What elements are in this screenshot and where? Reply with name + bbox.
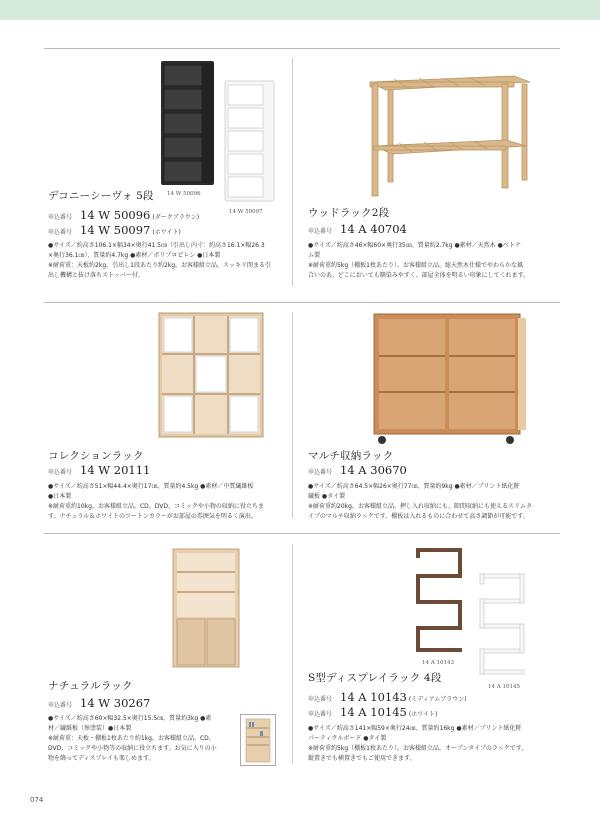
desc-line: ●サイズ／約高さ51×幅44.4×奥行17㎝、質量約4.5kg ●素材／中質繊維板 — [48, 483, 254, 490]
order-label: 申込番号 — [48, 702, 73, 709]
desc-line: 繊板 ●タイ製 — [308, 493, 346, 500]
desc-line: ●サイズ／約高さ141×幅59×奥行24㎝、質量約16kg ●素材／プリント紙化粧 — [308, 725, 522, 732]
product-name: S型ディスプレイラック 4段 — [308, 672, 442, 684]
desc-line: ※耐荷重約10kg。お客様組立品。CD、DVD、コミックや小物の収納に役立ちま — [48, 503, 264, 510]
page-number: 074 — [30, 796, 44, 804]
column-divider — [292, 312, 293, 518]
product-description — [308, 241, 560, 281]
product-name: ウッドラック2段 — [308, 207, 390, 219]
desc-line: 材／繊維板（無塗装）●日本製 — [48, 725, 132, 732]
desc-line: ●サイズ／約高さ64.5×幅26×奥行77㎝、質量約9kg ●素材／プリント紙化粧 — [308, 483, 520, 490]
order-number-row — [48, 696, 150, 710]
order-code: 14 A 10145 — [340, 705, 407, 719]
product-description — [48, 714, 236, 764]
color-variant: (ホワイト) — [152, 229, 181, 236]
color-variant: (ホワイト) — [408, 711, 438, 718]
product-description — [308, 482, 560, 522]
order-label: 申込番号 — [308, 711, 333, 718]
section-divider — [44, 48, 560, 49]
desc-line: ※耐荷重約20kg。お客様組立品。押し入れ収納にも、隙間収納にも使えるスリムタ — [308, 503, 532, 510]
collection-rack-image — [158, 312, 266, 440]
order-label: 申込番号 — [308, 469, 333, 476]
product-description — [308, 724, 560, 764]
desc-line: 合いのあ。どこにおいても馴染みやすく、部屋全体を明るい印象にしてくれます。 — [308, 272, 530, 279]
desc-line: ●日本製 — [48, 493, 72, 500]
column-divider — [292, 544, 293, 764]
order-label: 申込番号 — [308, 696, 333, 703]
order-number-row — [48, 208, 199, 222]
order-label: 申込番号 — [48, 229, 73, 236]
order-number-row — [308, 222, 407, 236]
color-variant: (ダークブラウン) — [152, 214, 200, 221]
order-label: 申込番号 — [308, 228, 333, 235]
brown-s-rack-image — [414, 546, 466, 654]
order-number-row — [308, 463, 407, 477]
desc-line: DVD、コミックや小物等の収納に役立ちます。お気に入りの小 — [48, 745, 217, 752]
order-number-row — [308, 690, 467, 704]
desc-line: ●サイズ／約高さ46×幅60×奥行35㎝、質量約2.7kg ●素材／天然木 ●ベトナ — [308, 242, 521, 249]
order-label: 申込番号 — [48, 214, 73, 221]
column-divider — [292, 58, 293, 286]
section-divider — [44, 302, 560, 303]
order-code: 14 W 30267 — [80, 696, 151, 710]
image-tag: 14 W 50096 — [167, 191, 201, 197]
order-code: 14 A 30670 — [340, 463, 407, 477]
white-s-rack-image — [478, 572, 528, 676]
product-name: デコニーシーヴォ 5段 — [48, 190, 154, 202]
color-variant: (ミディアムブラウン) — [408, 696, 467, 703]
order-code: 14 A 10143 — [340, 690, 407, 704]
product-name: コレクションラック — [48, 450, 144, 462]
product-description — [48, 241, 288, 281]
order-number-row — [308, 705, 437, 719]
product-name: マルチ収納ラック — [308, 450, 394, 462]
order-code: 14 W 50097 — [80, 223, 151, 237]
desc-line: イプのマルチ収納ラックです。棚板は入れるものに合わせて高さ調節が可能です。 — [308, 513, 529, 520]
image-tag: 14 W 50097 — [229, 209, 263, 215]
product-description — [48, 482, 288, 522]
desc-line: ※耐荷重約5kg（棚板1枚あたり）。お客様組立品。オープンタイプのラックです。 — [308, 745, 528, 752]
product-name: ナチュラルラック — [48, 680, 133, 692]
desc-line: ※耐荷重約5kg（棚板1枚あたり）。お客様組立品。総天然木仕様でやわらかな風 — [308, 262, 523, 269]
order-code: 14 W 20111 — [80, 463, 151, 477]
white-drawer-chest-image — [224, 80, 276, 204]
desc-line: ●サイズ／約高さ60×幅32.5×奥行15.5㎝、質量約3kg ●素 — [48, 715, 212, 722]
order-code: 14 A 40704 — [340, 222, 407, 236]
desc-line: ※耐荷重：天板・棚板1枚あたり約1kg。お客様組立品。CD、 — [48, 735, 215, 742]
dark-drawer-chest-image — [160, 60, 216, 188]
desc-line: ●サイズ／約高さ106.1×幅34×奥行41.5㎝（引出し内寸：約高さ16.1×幅26.3 — [48, 242, 265, 249]
image-tag: 14 A 10143 — [422, 660, 454, 666]
order-number-row — [48, 223, 181, 237]
desc-line: 物を飾ってディスプレイも楽しめます。 — [48, 755, 155, 762]
multi-rack-image — [372, 310, 528, 448]
order-code: 14 W 50096 — [80, 208, 151, 222]
desc-line: パーティクルボード ●タイ製 — [308, 735, 387, 742]
desc-line: す。ナチュラル＆ホワイトのツートンカラーがお部屋の雰囲気を明るく演出。 — [48, 513, 257, 520]
natural-rack-inset-image — [240, 714, 276, 766]
desc-line: 縦置きでも横置きでもご使用できます。 — [308, 755, 416, 762]
order-label: 申込番号 — [48, 469, 73, 476]
natural-rack-image — [172, 548, 242, 670]
desc-line: 出し機構と抜け落ちストッパー付。 — [48, 272, 144, 279]
image-tag: 14 A 10145 — [488, 684, 520, 690]
desc-line: ム製 — [308, 252, 321, 259]
wood-rack-image — [364, 70, 534, 200]
desc-line: ※耐荷重：天板約2kg、引出し1段あたり約2kg。お客様組立品。スッキリ閉まる引 — [48, 262, 271, 269]
order-number-row — [48, 463, 150, 477]
top-color-band — [0, 0, 600, 20]
section-divider — [44, 533, 560, 534]
desc-line: ×奥行36.1㎝）、質量約4.7kg ●素材／ポリプロピレン ●日本製 — [48, 252, 221, 259]
